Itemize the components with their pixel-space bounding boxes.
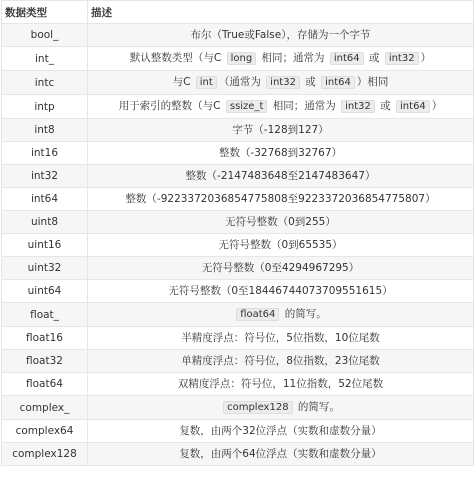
desc-text: 的简写。 [294,401,340,413]
type-cell: int32 [2,165,88,188]
type-cell: bool_ [2,24,88,47]
desc-text: 双精度浮点：符号位，11位指数，52位尾数 [177,378,384,390]
table-row [2,443,474,466]
desc-text: 无符号整数（0至18446744073709551615） [168,285,393,297]
dtype-table [1,0,474,466]
desc-text: 与C [172,76,194,88]
desc-text: 字节（-128到127） [232,124,329,136]
desc-text: 默认整数类型（与C [129,52,225,64]
desc-text: 无符号整数（0到65535） [218,239,343,251]
desc-cell [88,327,474,350]
desc-cell [88,119,474,142]
desc-text: 或 [376,100,395,112]
type-cell: complex64 [2,420,88,443]
code-token: int64 [396,100,430,113]
table-row [2,142,474,165]
type-cell: uint32 [2,257,88,280]
desc-text: ）相同 [356,76,389,88]
header-row [2,1,474,24]
type-cell: uint64 [2,280,88,303]
table-row [2,350,474,373]
desc-text: （通常为 [218,76,265,88]
type-cell: float32 [2,350,88,373]
desc-text: 整数（-9223372036854775808至9223372036854775807） [125,193,436,205]
type-cell: uint8 [2,211,88,234]
desc-cell [88,303,474,327]
table-row [2,119,474,142]
type-cell: int8 [2,119,88,142]
desc-text: 的简写。 [281,308,327,320]
desc-text: 相同；通常为 [258,52,328,64]
desc-cell [88,396,474,420]
desc-text: 布尔（True或False），存储为一个字节 [190,29,371,41]
desc-cell [88,443,474,466]
desc-text: 单精度浮点：符号位，8位指数，23位尾数 [181,355,380,367]
code-token: int32 [266,76,300,89]
desc-text: 或 [301,76,320,88]
type-cell: complex_ [2,396,88,420]
table-body [2,24,474,466]
type-cell: float64 [2,373,88,396]
code-token: int64 [330,52,364,65]
desc-cell [88,373,474,396]
table-row [2,303,474,327]
desc-cell [88,280,474,303]
desc-text: ） [431,100,443,112]
desc-text: 无符号整数（0至4294967295） [201,262,360,274]
desc-cell [88,188,474,211]
desc-cell [88,165,474,188]
type-cell: float_ [2,303,88,327]
code-token: long [227,52,257,65]
desc-cell [88,71,474,95]
code-token: int [196,76,217,89]
table-row [2,327,474,350]
type-cell: intc [2,71,88,95]
desc-text: 复数，由两个32位浮点（实数和虚数分量） [179,425,382,437]
table-row [2,165,474,188]
table-row [2,95,474,119]
desc-cell [88,350,474,373]
desc-text: ） [420,52,432,64]
desc-cell [88,142,474,165]
table-row [2,71,474,95]
table-row [2,211,474,234]
code-token: ssize_t [226,100,268,113]
desc-text: 半精度浮点：符号位，5位指数，10位尾数 [181,332,380,344]
type-cell: intp [2,95,88,119]
header-desc: 描述 [88,1,474,24]
desc-cell [88,47,474,71]
desc-text: 复数，由两个64位浮点（实数和虚数分量） [179,448,382,460]
desc-text: 相同；通常为 [269,100,340,112]
table-row [2,234,474,257]
code-token: complex128 [223,401,292,414]
desc-text: 整数（-32768到32767） [218,147,343,159]
code-token: int32 [341,100,375,113]
type-cell: uint16 [2,234,88,257]
type-cell: int16 [2,142,88,165]
desc-cell [88,211,474,234]
table-row [2,188,474,211]
table-row [2,420,474,443]
desc-cell [88,420,474,443]
table-row [2,47,474,71]
code-token: int32 [385,52,419,65]
desc-text: 或 [365,52,383,64]
table-row [2,373,474,396]
header-type: 数据类型 [2,1,88,24]
code-token: float64 [236,308,279,321]
type-cell: float16 [2,327,88,350]
table-row [2,257,474,280]
desc-text: 无符号整数（0到255） [225,216,336,228]
code-token: int64 [321,76,355,89]
table-row [2,280,474,303]
desc-text: 用于索引的整数（与C [118,100,224,112]
table-header [2,1,474,24]
desc-cell [88,24,474,47]
type-cell: int64 [2,188,88,211]
table-row [2,24,474,47]
type-cell: int_ [2,47,88,71]
table-row [2,396,474,420]
desc-cell [88,257,474,280]
type-cell: complex128 [2,443,88,466]
desc-cell [88,234,474,257]
desc-text: 整数（-2147483648至2147483647） [185,170,376,182]
desc-cell [88,95,474,119]
